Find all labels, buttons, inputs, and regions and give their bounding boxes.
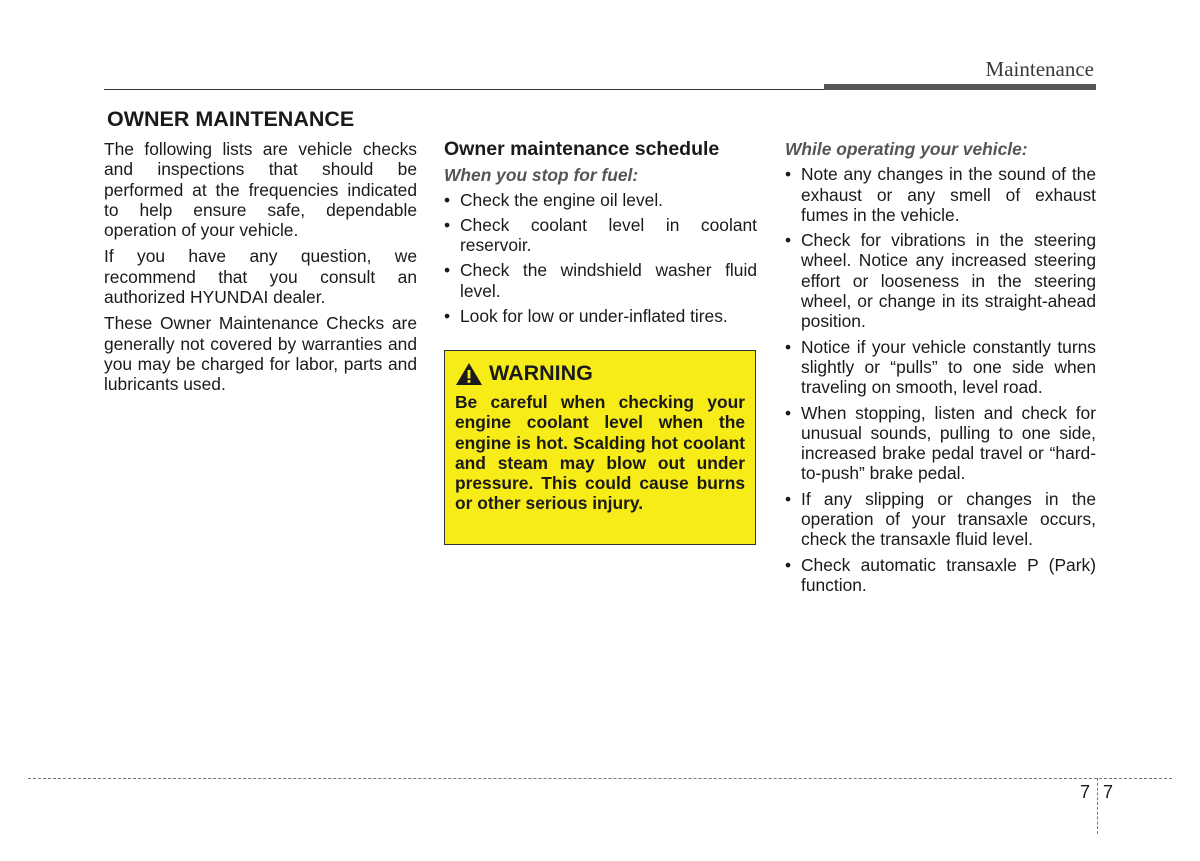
footer-page-divider xyxy=(1097,778,1098,834)
schedule-title: Owner maintenance schedule xyxy=(444,138,720,160)
intro-paragraph: The following lists are vehicle checks and inspections that should be performed at the frequencies indicated to help ensure safe, dependable operation of your vehicle. xyxy=(104,139,417,241)
warning-triangle-icon xyxy=(455,362,483,386)
chapter-number: 7 xyxy=(1080,782,1091,802)
intro-paragraph: If you have any question, we recommend that you consult an authorized HYUNDAI dealer. xyxy=(104,246,417,308)
list-item: • Check automatic transaxle P (Park) function. xyxy=(785,555,1096,596)
header-rule xyxy=(104,89,824,90)
warning-box xyxy=(444,350,756,545)
operating-checklist xyxy=(785,164,1096,595)
list-item: • Check the engine oil level. xyxy=(444,190,757,210)
intro-column xyxy=(104,139,417,401)
list-item: • Note any changes in the sound of the exhaust or any smell of exhaust fumes in the vehicle. xyxy=(785,164,1096,225)
header-title: Maintenance xyxy=(985,57,1094,81)
page-number: 7 xyxy=(1103,782,1114,802)
operating-column xyxy=(785,139,1096,600)
list-item: • Look for low or under-inflated tires. xyxy=(444,306,757,326)
list-item: • Notice if your vehicle constantly turns slightly or “pulls” to one side when traveling on smooth, level road. xyxy=(785,337,1096,398)
header-rule-accent xyxy=(824,84,1096,90)
list-item: • If any slipping or changes in the operation of your transaxle occurs, check the transaxle fluid level. xyxy=(785,489,1096,550)
footer-divider xyxy=(28,778,1172,779)
list-item: • Check the windshield washer fluid level. xyxy=(444,260,757,301)
operating-heading: While operating your vehicle: xyxy=(785,139,1028,159)
fuel-heading: When you stop for fuel: xyxy=(444,165,639,186)
intro-paragraph: These Owner Maintenance Checks are generally not covered by warranties and you may be charged for labor, parts and lubricants used. xyxy=(104,313,417,395)
warning-header xyxy=(455,361,745,386)
list-item: • Check for vibrations in the steering wheel. Notice any increased steering effort or looseness in the steering wheel, or change in its straight-ahead position. xyxy=(785,230,1096,331)
list-item: • When stopping, listen and check for unusual sounds, pulling to one side, increased brake pedal travel or “hard-to-push” brake pedal. xyxy=(785,403,1096,484)
warning-label: WARNING xyxy=(489,361,593,385)
warning-text: Be careful when checking your engine coolant level when the engine is hot. Scalding hot coolant and steam may blow out under pressure. This could cause burns or other serious injury. xyxy=(455,392,745,514)
schedule-column xyxy=(444,139,757,331)
section-title: OWNER MAINTENANCE xyxy=(107,107,355,131)
fuel-checklist xyxy=(444,190,757,327)
list-item: • Check coolant level in coolant reservoir. xyxy=(444,215,757,256)
